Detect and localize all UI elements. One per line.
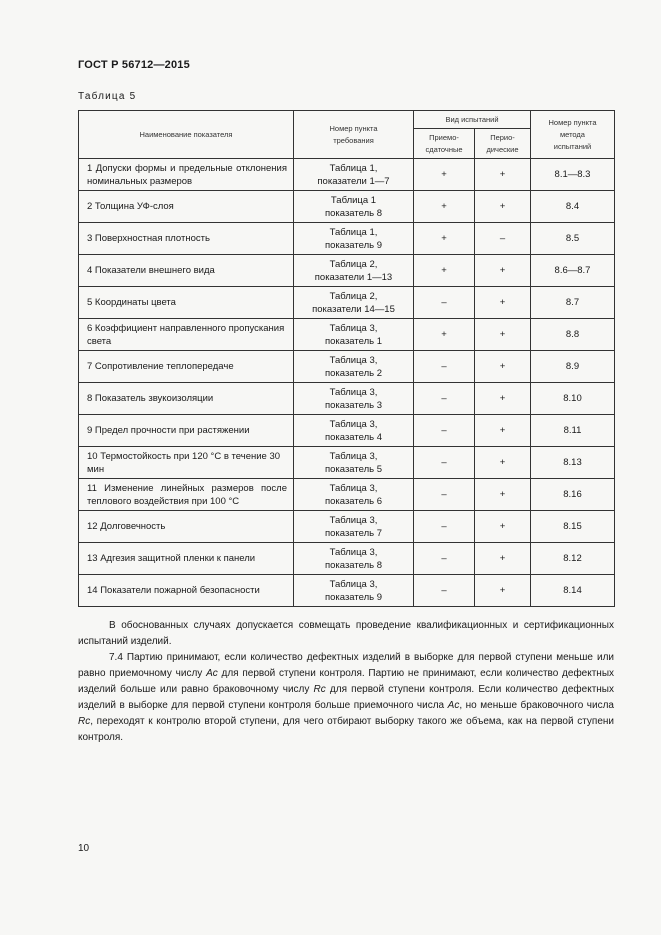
table-caption: Таблица 5 <box>78 91 137 102</box>
cell-method-ref: 8.15 <box>531 511 615 543</box>
cell-method-ref: 8.14 <box>531 575 615 607</box>
cell-acceptance-mark: + <box>414 223 475 255</box>
cell-periodic-mark: + <box>475 319 531 351</box>
table-row <box>79 287 615 319</box>
cell-indicator-name: 10 Термостойкость при 120 °С в течение 30 мин <box>79 447 294 479</box>
cell-method-ref: 8.1—8.3 <box>531 159 615 191</box>
cell-requirement-ref: Таблица 3, показатель 3 <box>294 383 414 415</box>
cell-requirement-ref: Таблица 3, показатель 4 <box>294 415 414 447</box>
cell-periodic-mark: + <box>475 383 531 415</box>
col-header-acceptance: Приемо- сдаточные <box>414 129 475 159</box>
cell-indicator-name: 3 Поверхностная плотность <box>79 223 294 255</box>
cell-indicator-name: 1 Допуски формы и предельные отклонения номинальных размеров <box>79 159 294 191</box>
cell-periodic-mark: + <box>475 255 531 287</box>
table-row <box>79 383 615 415</box>
cell-method-ref: 8.10 <box>531 383 615 415</box>
cell-requirement-ref: Таблица 3, показатель 6 <box>294 479 414 511</box>
cell-requirement-ref: Таблица 2, показатели 1—13 <box>294 255 414 287</box>
paragraph-7-4: 7.4 Партию принимают, если количество дефектных изделий в выборке для первой ступени меньше или равно приемочному числу Ac для первой ступени контроля. Партию не принимают, если количество дефектных изделий больше или равно браковочному числу Rc для первой ступени контроля. Если количество дефектных изделий в выборке для первой ступени контроля больше приемочного числа Ac, но меньше браковочного числа Rc, переходят к контролю второй ступени, для чего отбирают выборку такого же объема, как на первой ступени контроля. <box>78 652 615 743</box>
cell-method-ref: 8.4 <box>531 191 615 223</box>
table-header <box>79 111 615 159</box>
table-row <box>79 255 615 287</box>
cell-indicator-name: 12 Долговечность <box>79 511 294 543</box>
cell-acceptance-mark: – <box>414 415 475 447</box>
cell-requirement-ref: Таблица 3, показатель 5 <box>294 447 414 479</box>
cell-periodic-mark: + <box>475 159 531 191</box>
table-row <box>79 543 615 575</box>
cell-indicator-name: 13 Адгезия защитной пленки к панели <box>79 543 294 575</box>
cell-acceptance-mark: – <box>414 479 475 511</box>
cell-requirement-ref: Таблица 3, показатель 9 <box>294 575 414 607</box>
cell-method-ref: 8.6—8.7 <box>531 255 615 287</box>
col-header-test-type: Вид испытаний <box>414 111 531 129</box>
cell-periodic-mark: + <box>475 575 531 607</box>
cell-indicator-name: 14 Показатели пожарной безопасности <box>79 575 294 607</box>
cell-acceptance-mark: – <box>414 351 475 383</box>
cell-requirement-ref: Таблица 1, показатели 1—7 <box>294 159 414 191</box>
table-body <box>79 159 615 607</box>
cell-method-ref: 8.11 <box>531 415 615 447</box>
table-row <box>79 415 615 447</box>
cell-method-ref: 8.13 <box>531 447 615 479</box>
cell-periodic-mark: + <box>475 191 531 223</box>
cell-acceptance-mark: – <box>414 383 475 415</box>
cell-method-ref: 8.9 <box>531 351 615 383</box>
table-row <box>79 191 615 223</box>
col-header-method: Номер пункта метода испытаний <box>531 111 615 159</box>
cell-acceptance-mark: + <box>414 255 475 287</box>
cell-indicator-name: 9 Предел прочности при растяжении <box>79 415 294 447</box>
cell-periodic-mark: + <box>475 511 531 543</box>
table-row <box>79 223 615 255</box>
table-row <box>79 319 615 351</box>
body-text <box>78 618 614 746</box>
cell-method-ref: 8.5 <box>531 223 615 255</box>
cell-indicator-name: 2 Толщина УФ-слоя <box>79 191 294 223</box>
cell-acceptance-mark: + <box>414 159 475 191</box>
cell-requirement-ref: Таблица 3, показатель 8 <box>294 543 414 575</box>
cell-acceptance-mark: – <box>414 511 475 543</box>
cell-indicator-name: 11 Изменение линейных размеров после теплового воздействия при 100 °С <box>79 479 294 511</box>
document-title: ГОСТ Р 56712—2015 <box>78 59 190 71</box>
cell-requirement-ref: Таблица 2, показатели 14—15 <box>294 287 414 319</box>
paragraph-combined-testing: В обоснованных случаях допускается совмещать проведение квалификационных и сертификационных испытаний изделий. <box>78 620 614 647</box>
cell-indicator-name: 7 Сопротивление теплопередаче <box>79 351 294 383</box>
cell-acceptance-mark: – <box>414 575 475 607</box>
col-header-periodic: Перио- дические <box>475 129 531 159</box>
table-row <box>79 511 615 543</box>
cell-periodic-mark: + <box>475 543 531 575</box>
cell-method-ref: 8.7 <box>531 287 615 319</box>
table-row <box>79 479 615 511</box>
cell-acceptance-mark: + <box>414 191 475 223</box>
cell-indicator-name: 6 Коэффициент направленного пропускания света <box>79 319 294 351</box>
page-number: 10 <box>78 843 90 854</box>
cell-periodic-mark: + <box>475 447 531 479</box>
cell-method-ref: 8.16 <box>531 479 615 511</box>
requirements-table <box>78 110 615 607</box>
col-header-requirement: Номер пункта требования <box>294 111 414 159</box>
cell-acceptance-mark: – <box>414 287 475 319</box>
table-row <box>79 351 615 383</box>
cell-acceptance-mark: – <box>414 447 475 479</box>
cell-requirement-ref: Таблица 1 показатель 8 <box>294 191 414 223</box>
cell-requirement-ref: Таблица 3, показатель 7 <box>294 511 414 543</box>
cell-periodic-mark: + <box>475 415 531 447</box>
cell-requirement-ref: Таблица 3, показатель 2 <box>294 351 414 383</box>
cell-indicator-name: 8 Показатель звукоизоляции <box>79 383 294 415</box>
cell-indicator-name: 4 Показатели внешнего вида <box>79 255 294 287</box>
cell-periodic-mark: + <box>475 351 531 383</box>
cell-periodic-mark: + <box>475 287 531 319</box>
cell-periodic-mark: – <box>475 223 531 255</box>
cell-requirement-ref: Таблица 3, показатель 1 <box>294 319 414 351</box>
cell-indicator-name: 5 Координаты цвета <box>79 287 294 319</box>
cell-method-ref: 8.8 <box>531 319 615 351</box>
cell-requirement-ref: Таблица 1, показатель 9 <box>294 223 414 255</box>
col-header-name: Наименование показателя <box>79 111 294 159</box>
table-row <box>79 575 615 607</box>
cell-method-ref: 8.12 <box>531 543 615 575</box>
table-row <box>79 447 615 479</box>
cell-periodic-mark: + <box>475 479 531 511</box>
cell-acceptance-mark: + <box>414 319 475 351</box>
table-row <box>79 159 615 191</box>
cell-acceptance-mark: – <box>414 543 475 575</box>
